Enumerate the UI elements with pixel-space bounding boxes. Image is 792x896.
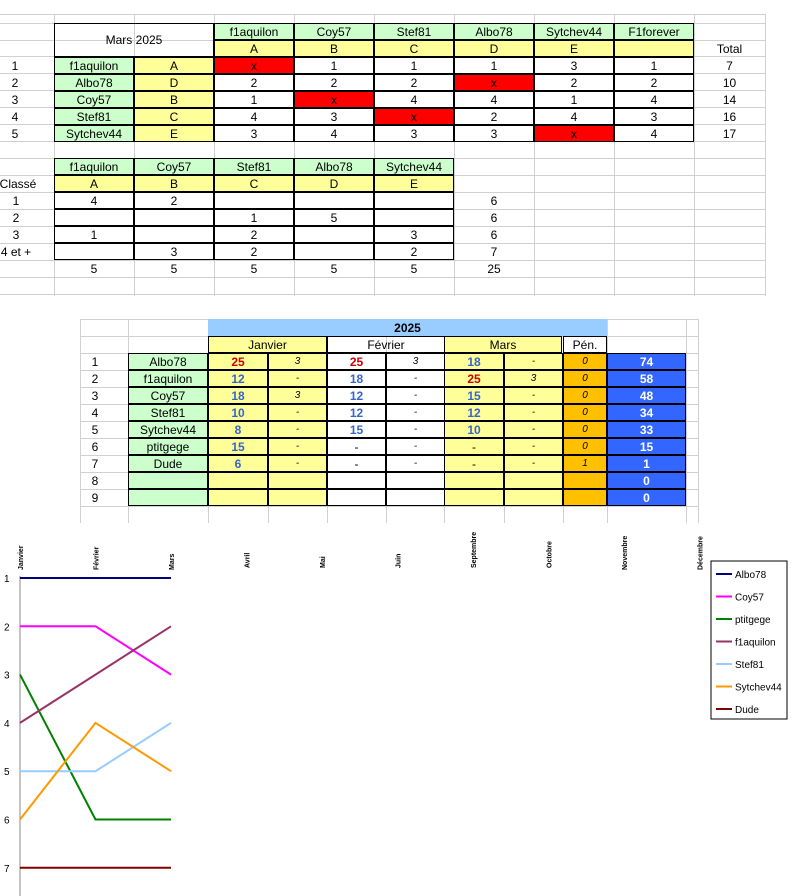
month-points xyxy=(208,472,268,489)
year-rank: 3 xyxy=(91,388,99,403)
classe-count: 2 xyxy=(214,226,294,243)
month-bonus: - xyxy=(504,387,563,404)
march-score: x xyxy=(294,91,374,108)
year-player-name xyxy=(128,472,208,489)
month-bonus: - xyxy=(386,387,445,404)
grid-line xyxy=(686,319,687,523)
month-points: - xyxy=(444,455,504,472)
year-player-name: Dude xyxy=(128,455,208,472)
march-rank: 1 xyxy=(11,58,19,73)
classe-col-sum: 5 xyxy=(90,261,98,276)
series-line-coy57 xyxy=(20,626,171,674)
year-player-name: ptitgege xyxy=(128,438,208,455)
march-letter-header: C xyxy=(374,40,454,57)
x-tick-label: Février xyxy=(93,546,101,570)
x-tick-label: Mars xyxy=(169,553,176,570)
classe-count xyxy=(374,209,454,226)
month-bonus: - xyxy=(504,438,563,455)
month-bonus: - xyxy=(504,421,563,438)
year-total: 0 xyxy=(607,472,686,489)
grid-line xyxy=(80,506,698,507)
march-score: 3 xyxy=(374,125,454,142)
year-title: 2025 xyxy=(208,319,607,336)
month-points: 25 xyxy=(444,370,504,387)
grid-line xyxy=(0,277,765,278)
x-tick-label: Janvier xyxy=(18,545,25,570)
x-tick-label: Octobre xyxy=(546,541,554,568)
march-score: 2 xyxy=(454,108,534,125)
march-rank: 5 xyxy=(11,126,19,141)
year-rank: 9 xyxy=(91,490,99,505)
year-player-name xyxy=(128,489,208,506)
march-score: 4 xyxy=(454,91,534,108)
march-rank: 3 xyxy=(11,92,19,107)
march-letter-header: B xyxy=(294,40,374,57)
march-rank: 2 xyxy=(11,75,19,90)
year-total: 33 xyxy=(607,421,686,438)
classe-count: 5 xyxy=(294,209,374,226)
classe-row-label: 3 xyxy=(12,227,20,242)
ranking-chart xyxy=(0,520,792,896)
series-line-ptitgege xyxy=(20,675,171,820)
legend-label: f1aquilon xyxy=(735,637,776,649)
month-bonus: - xyxy=(268,404,327,421)
classe-count xyxy=(294,192,374,209)
classe-col-sum: 5 xyxy=(250,261,258,276)
month-points: 18 xyxy=(327,370,386,387)
month-points xyxy=(444,489,504,506)
y-tick-label: 6 xyxy=(4,815,10,827)
legend-label: Sytchev44 xyxy=(735,682,782,694)
penalty-value: 0 xyxy=(563,438,607,455)
month-bonus: - xyxy=(268,455,327,472)
march-score: 4 xyxy=(214,108,294,125)
march-score: 1 xyxy=(294,57,374,74)
y-tick-label: 1 xyxy=(4,574,10,585)
penalty-value: 1 xyxy=(563,455,607,472)
penalty-value: 0 xyxy=(563,353,607,370)
year-rank: 4 xyxy=(91,405,99,420)
x-tick-label: Avril xyxy=(244,552,252,568)
month-bonus: - xyxy=(504,353,563,370)
march-rank: 4 xyxy=(11,109,19,124)
year-rank: 7 xyxy=(91,456,99,471)
classe-count: 1 xyxy=(54,226,134,243)
classe-count: 2 xyxy=(214,243,294,260)
grid-line xyxy=(0,294,765,295)
month-points: 12 xyxy=(327,404,386,421)
classe-count: 3 xyxy=(134,243,214,260)
year-player-name: Coy57 xyxy=(128,387,208,404)
year-total: 74 xyxy=(607,353,686,370)
penalty-value: 0 xyxy=(563,421,607,438)
year-player-name: Stef81 xyxy=(128,404,208,421)
march-score: 4 xyxy=(374,91,454,108)
march-score: 2 xyxy=(374,74,454,91)
month-bonus: 3 xyxy=(268,353,327,370)
march-score: 4 xyxy=(294,125,374,142)
march-score: 3 xyxy=(214,125,294,142)
x-tick-label: Mai xyxy=(320,556,327,568)
march-player-name: f1aquilon xyxy=(54,57,134,74)
month-points: 25 xyxy=(327,353,386,370)
month-points: 15 xyxy=(327,421,386,438)
classe-count: 3 xyxy=(374,226,454,243)
march-score: 2 xyxy=(214,74,294,91)
legend-label: Stef81 xyxy=(735,660,764,671)
classe-row-total: 6 xyxy=(490,210,498,225)
y-tick-label: 7 xyxy=(4,863,10,875)
classe-letter-header: C xyxy=(214,175,294,192)
march-player-header: Albo78 xyxy=(454,23,534,40)
month-points: 18 xyxy=(444,353,504,370)
march-score: 1 xyxy=(214,91,294,108)
classe-letter-header: A xyxy=(54,175,134,192)
x-tick-label: Décembre xyxy=(697,536,705,570)
classe-player-header: f1aquilon xyxy=(54,158,134,175)
month-header: Février xyxy=(327,336,445,353)
month-bonus: - xyxy=(268,370,327,387)
march-total: 16 xyxy=(722,109,737,124)
year-total: 34 xyxy=(607,404,686,421)
classe-col-sum: 5 xyxy=(170,261,178,276)
march-score: 4 xyxy=(534,108,614,125)
month-bonus: - xyxy=(386,438,445,455)
march-score: 1 xyxy=(614,57,694,74)
march-player-header: Sytchev44 xyxy=(534,23,614,40)
classe-row-total: 6 xyxy=(490,227,498,242)
month-points: 6 xyxy=(208,455,268,472)
march-score: 3 xyxy=(294,108,374,125)
classe-letter-header: D xyxy=(294,175,374,192)
march-score: 1 xyxy=(454,57,534,74)
month-points: 8 xyxy=(208,421,268,438)
y-tick-label: 2 xyxy=(4,622,10,634)
month-points: 25 xyxy=(208,353,268,370)
month-points xyxy=(208,489,268,506)
grid-line xyxy=(765,14,766,296)
month-points: - xyxy=(327,455,386,472)
month-bonus: - xyxy=(268,421,327,438)
march-letter-header: D xyxy=(454,40,534,57)
grid-line xyxy=(0,14,765,15)
classe-count xyxy=(214,192,294,209)
penalty-value: 0 xyxy=(563,387,607,404)
year-rank: 5 xyxy=(91,422,99,437)
x-tick-label: Septembre xyxy=(471,531,478,568)
march-score: x xyxy=(534,125,614,142)
march-player-letter: D xyxy=(134,74,214,91)
march-score: 4 xyxy=(614,91,694,108)
month-bonus: 3 xyxy=(504,370,563,387)
month-bonus: 3 xyxy=(268,387,327,404)
year-total: 0 xyxy=(607,489,686,506)
month-bonus xyxy=(268,472,327,489)
legend-label: Coy57 xyxy=(735,592,764,604)
march-player-header: Coy57 xyxy=(294,23,374,40)
march-total-label: Total xyxy=(716,41,743,56)
march-player-header: f1aquilon xyxy=(214,23,294,40)
classe-label: Classé xyxy=(0,176,37,191)
month-points: - xyxy=(327,438,386,455)
march-total: 7 xyxy=(726,58,733,73)
legend-label: ptitgege xyxy=(735,615,771,626)
month-points xyxy=(327,489,386,506)
classe-count xyxy=(54,243,134,260)
march-score: 2 xyxy=(614,74,694,91)
march-score: 3 xyxy=(614,108,694,125)
y-tick-label: 5 xyxy=(4,767,10,779)
classe-col-sum: 5 xyxy=(330,261,338,276)
march-player-name: Albo78 xyxy=(54,74,134,91)
year-player-name: f1aquilon xyxy=(128,370,208,387)
march-score: 4 xyxy=(614,125,694,142)
classe-col-sum: 5 xyxy=(410,261,418,276)
march-score: 3 xyxy=(534,57,614,74)
month-bonus: - xyxy=(386,404,445,421)
month-points: 15 xyxy=(444,387,504,404)
y-tick-label: 4 xyxy=(4,718,10,730)
classe-player-header: Albo78 xyxy=(294,158,374,175)
classe-letter-header: B xyxy=(134,175,214,192)
march-score: x xyxy=(374,108,454,125)
march-total: 14 xyxy=(722,92,737,107)
month-header: Mars xyxy=(444,336,562,353)
month-bonus: 3 xyxy=(386,353,445,370)
classe-count xyxy=(294,243,374,260)
year-player-name: Albo78 xyxy=(128,353,208,370)
classe-count xyxy=(134,226,214,243)
classe-grand-total: 25 xyxy=(487,261,501,276)
month-points: - xyxy=(444,438,504,455)
grid-line xyxy=(698,319,699,523)
classe-row-label: 2 xyxy=(12,210,20,225)
year-rank: 8 xyxy=(91,473,99,488)
classe-row-total: 6 xyxy=(490,193,498,208)
month-points: 10 xyxy=(208,404,268,421)
month-bonus xyxy=(504,489,563,506)
month-points xyxy=(327,472,386,489)
march-score: 1 xyxy=(534,91,614,108)
month-bonus: - xyxy=(504,455,563,472)
march-letter-header: A xyxy=(214,40,294,57)
march-score: 3 xyxy=(454,125,534,142)
march-score: x xyxy=(214,57,294,74)
march-player-name: Coy57 xyxy=(54,91,134,108)
classe-count: 4 xyxy=(54,192,134,209)
month-bonus xyxy=(386,489,445,506)
month-header: Janvier xyxy=(208,336,327,353)
month-points: 15 xyxy=(208,438,268,455)
penalty-header: Pén. xyxy=(563,336,607,353)
x-tick-label: Juin xyxy=(395,553,403,568)
month-bonus: - xyxy=(386,455,445,472)
march-player-letter: A xyxy=(134,57,214,74)
march-title: Mars 2025 xyxy=(54,23,214,57)
year-rank: 1 xyxy=(91,354,99,369)
classe-count xyxy=(54,209,134,226)
month-points: 12 xyxy=(327,387,386,404)
march-player-header: F1forever xyxy=(614,23,694,40)
march-player-letter: E xyxy=(134,125,214,142)
month-bonus xyxy=(268,489,327,506)
month-bonus: - xyxy=(504,404,563,421)
month-bonus: - xyxy=(268,438,327,455)
classe-player-header: Sytchev44 xyxy=(374,158,454,175)
month-points: 12 xyxy=(208,370,268,387)
classe-letter-header: E xyxy=(374,175,454,192)
year-rank: 2 xyxy=(91,371,99,386)
march-total: 10 xyxy=(722,75,737,90)
march-player-name: Stef81 xyxy=(54,108,134,125)
classe-count xyxy=(374,192,454,209)
classe-count xyxy=(294,226,374,243)
penalty-value xyxy=(563,489,607,506)
month-points: 18 xyxy=(208,387,268,404)
legend-label: Dude xyxy=(735,705,759,716)
march-letter-header xyxy=(614,40,694,57)
march-score: 2 xyxy=(294,74,374,91)
classe-count: 2 xyxy=(374,243,454,260)
y-tick-label: 3 xyxy=(4,670,10,682)
year-total: 15 xyxy=(607,438,686,455)
march-player-letter: B xyxy=(134,91,214,108)
classe-count: 2 xyxy=(134,192,214,209)
march-player-name: Sytchev44 xyxy=(54,125,134,142)
march-player-header: Stef81 xyxy=(374,23,454,40)
series-line-stef81 xyxy=(20,723,171,771)
series-line-f1aquilon xyxy=(20,626,171,723)
year-total: 1 xyxy=(607,455,686,472)
month-bonus xyxy=(504,472,563,489)
legend-label: Albo78 xyxy=(735,570,767,581)
year-total: 58 xyxy=(607,370,686,387)
month-bonus: - xyxy=(386,370,445,387)
year-rank: 6 xyxy=(91,439,99,454)
march-player-letter: C xyxy=(134,108,214,125)
month-points: 10 xyxy=(444,421,504,438)
classe-player-header: Coy57 xyxy=(134,158,214,175)
penalty-value xyxy=(563,472,607,489)
x-tick-label: Novembre xyxy=(622,535,629,570)
classe-count xyxy=(134,209,214,226)
year-player-name: Sytchev44 xyxy=(128,421,208,438)
month-points xyxy=(444,472,504,489)
march-score: x xyxy=(454,74,534,91)
march-total: 17 xyxy=(722,126,737,141)
march-score: 1 xyxy=(374,57,454,74)
month-bonus: - xyxy=(386,421,445,438)
year-total: 48 xyxy=(607,387,686,404)
month-points: 12 xyxy=(444,404,504,421)
penalty-value: 0 xyxy=(563,370,607,387)
classe-player-header: Stef81 xyxy=(214,158,294,175)
month-bonus xyxy=(386,472,445,489)
march-score: 2 xyxy=(534,74,614,91)
classe-row-total: 7 xyxy=(490,244,498,259)
classe-row-label: 4 et + xyxy=(0,244,32,259)
classe-count: 1 xyxy=(214,209,294,226)
penalty-value: 0 xyxy=(563,404,607,421)
march-letter-header: E xyxy=(534,40,614,57)
classe-row-label: 1 xyxy=(12,193,20,208)
